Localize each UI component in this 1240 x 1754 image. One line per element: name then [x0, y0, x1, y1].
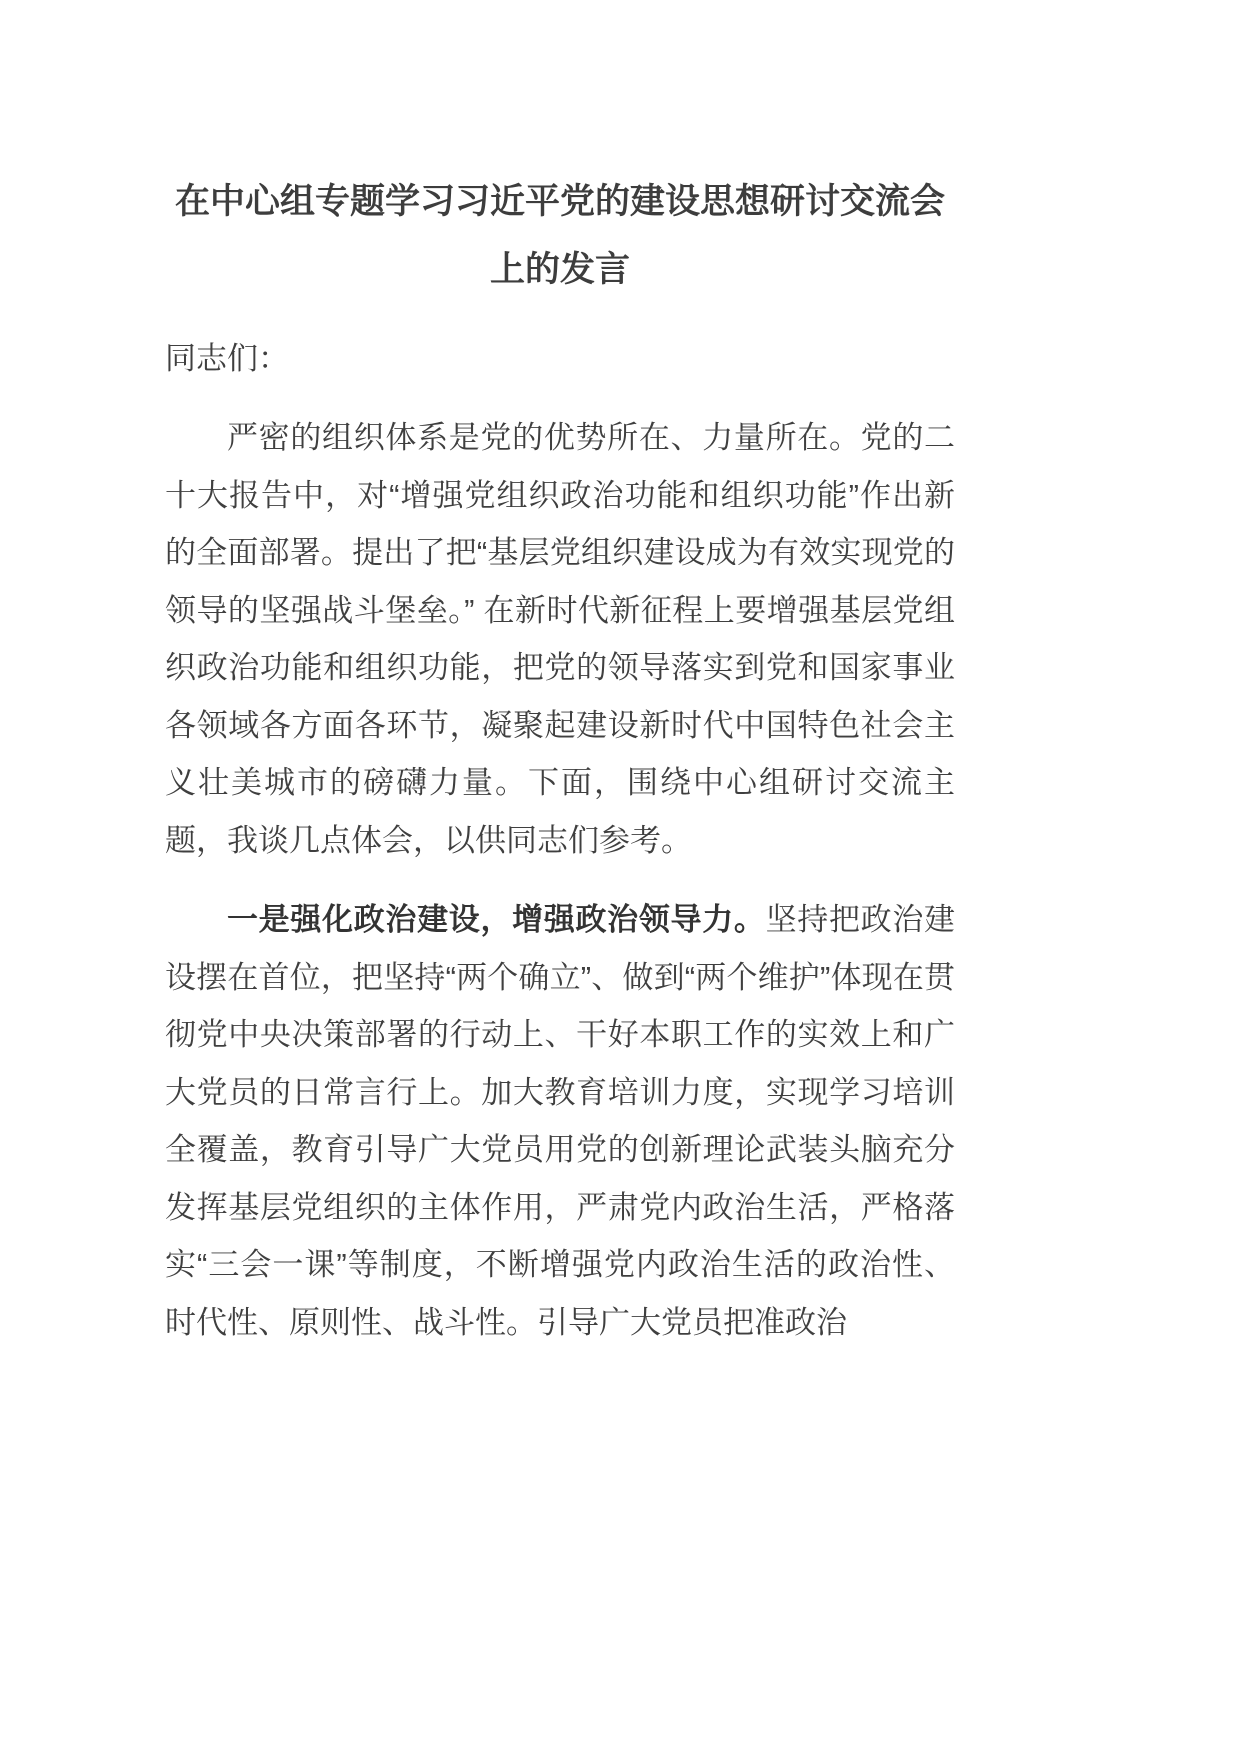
paragraph-lead-point-one: 一是强化政治建设，增强政治领导力。	[227, 902, 766, 937]
document-body	[165, 0, 955, 1351]
paragraph-text-point-one: 坚持把政治建设摆在首位，把坚持“两个确立”、做到“两个维护”体现在贯彻党中央决策部署的行动上、干好本职工作的实效上和广大党员的日常言行上。加大教育培训力度，实现学习培训全覆盖，教育引导广大党员用党的创新理论武装头脑充分发挥基层党组织的主体作用，严肃党内政治生活，严格落实“三会一课”等制度，不断增强党内政治生活的政治性、时代性、原则性、战斗性。引导广大党员把准政治	[165, 902, 955, 1340]
paragraph-intro: 严密的组织体系是党的优势所在、力量所在。党的二十大报告中，对“增强党组织政治功能和组织功能”作出新的全面部署。提出了把“基层党组织建设成为有效实现党的领导的坚强战斗堡垒。” 在新时代新征程上要增强基层党组织政治功能和组织功能，把党的领导落实到党和国家事业各领域各方面各环节，凝聚起建设新时代中国特色社会主义壮美城市的磅礴力量。下面，围绕中心组研讨交流主题，我谈几点体会，以供同志们参考。	[165, 420, 955, 858]
salutation: 同志们：	[165, 341, 289, 376]
page-title: 在中心组专题学习习近平党的建设思想研讨交流会上的发言	[174, 182, 945, 289]
paragraph-point-one	[165, 869, 955, 1351]
